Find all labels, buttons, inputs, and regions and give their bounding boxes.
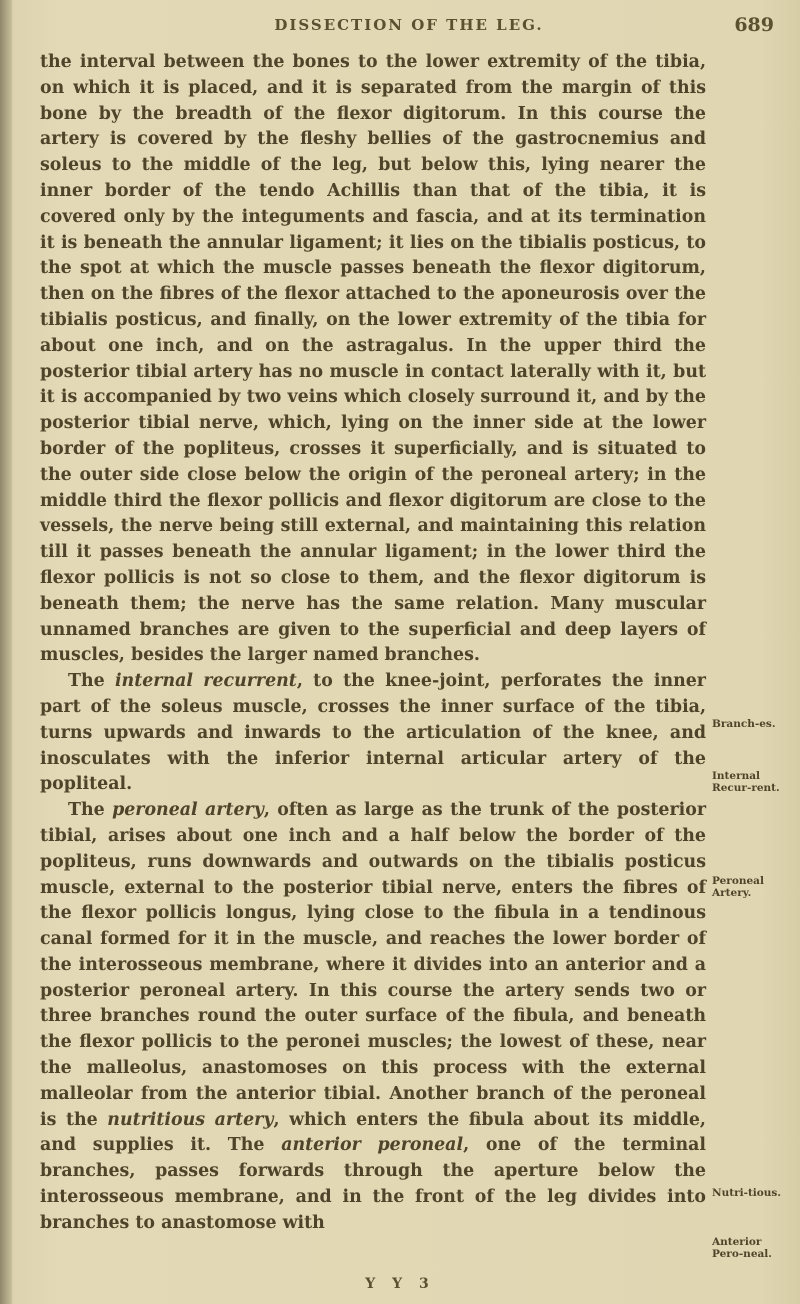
paragraph-text: , to the knee-joint, perforates the inner part of the soleus muscle, crosses the inner surface of the tibia, turns upwards and inwards to the articulation of the knee, and inosculates with the inferior internal articular artery of the popliteal. bbox=[40, 671, 706, 795]
term-internal-recurrent: internal recurrent bbox=[114, 671, 297, 692]
paragraph-text: , one of the terminal branches, passes forwards through the aperture below the interosseous membrane, and in the front of the leg divides into branches to anastomose with bbox=[40, 1135, 706, 1233]
term-peroneal-artery: peroneal artery bbox=[112, 800, 264, 821]
margin-note-peroneal-artery: Peroneal Artery. bbox=[712, 875, 764, 899]
term-anterior-peroneal: anterior peroneal bbox=[281, 1135, 464, 1156]
term-nutritious-artery: nutritious artery bbox=[107, 1109, 274, 1130]
paragraph-text: The bbox=[68, 671, 115, 692]
margin-note-branches: Branch-es. bbox=[712, 718, 776, 730]
page-spine-shadow bbox=[0, 0, 12, 1304]
paragraph-internal-recurrent bbox=[40, 669, 706, 798]
margin-note-anterior-peroneal: Anterior Pero-neal. bbox=[712, 1236, 772, 1260]
running-head: DISSECTION OF THE LEG. bbox=[274, 16, 544, 34]
margin-note-nutritious: Nutri-tious. bbox=[712, 1187, 782, 1199]
paragraph-text: The bbox=[68, 800, 113, 821]
body-text bbox=[40, 50, 706, 1237]
signature-mark: Y Y 3 bbox=[365, 1276, 435, 1292]
paragraph-peroneal-artery bbox=[40, 798, 706, 1237]
page-header bbox=[44, 14, 774, 40]
page-number: 689 bbox=[734, 14, 774, 36]
paragraph-text: the interval between the bones to the lower extremity of the tibia, on which it is placed, and it is separated from the margin of this bone by the breadth of the flexor digitorum. In this course the artery is covered by the fleshy bellies of the gastrocnemius and soleus to the middle of the leg, but below this, lying nearer the inner border of the tendo Achillis than that of the tibia, it is covered only by the integuments and fascia, and at its termination it is beneath the annular ligament; it lies on the tibialis posticus, to the spot at which the muscle passes beneath the flexor digitorum, then on the fibres of the flexor attached to the aponeurosis over the tibialis posticus, and finally, on the lower extremity of the tibia for about one inch, and on the astragalus. In the upper third the posterior tibial artery has no muscle in contact laterally with it, but it is accompanied by two veins which closely surround it, and by the posterior tibial nerve, which, lying on the inner side at the lower border of the popliteus, crosses it superficially, and is situated to the outer side close below the origin of the peroneal artery; in the middle third the flexor pollicis and flexor digitorum are close to the vessels, the nerve being still external, and maintaining this relation till it passes beneath the annular ligament; in the lower third the flexor pollicis is not so close to them, and the flexor digitorum is beneath them; the nerve has the same relation. Many muscular unnamed branches are given to the superficial and deep layers of muscles, besides the larger named branches. bbox=[40, 52, 706, 666]
paragraph-text: , which enters the fibula about its middle, and supplies it. The bbox=[40, 1109, 706, 1156]
paragraph-posterior-tibial-course bbox=[40, 50, 706, 669]
margin-note-internal-recurrent: Internal Recur-rent. bbox=[712, 770, 780, 794]
paragraph-text: , often as large as the trunk of the posterior tibial, arises about one inch and a half below the border of the popliteus, runs downwards and outwards on the tibialis posticus muscle, external to the posterior tibial nerve, enters the fibres of the flexor pollicis longus, lying close to the fibula in a tendinous canal formed for it in the muscle, and reaches the lower border of the interosseous membrane, where it divides into an anterior and a posterior peroneal artery. In this course the artery sends two or three branches round the outer surface of the fibula, and beneath the flexor pollicis to the peronei muscles; the lowest of these, near the malleolus, anastomoses on this process with the external malleolar from the anterior tibial. Another branch of the peroneal is the bbox=[40, 800, 706, 1130]
